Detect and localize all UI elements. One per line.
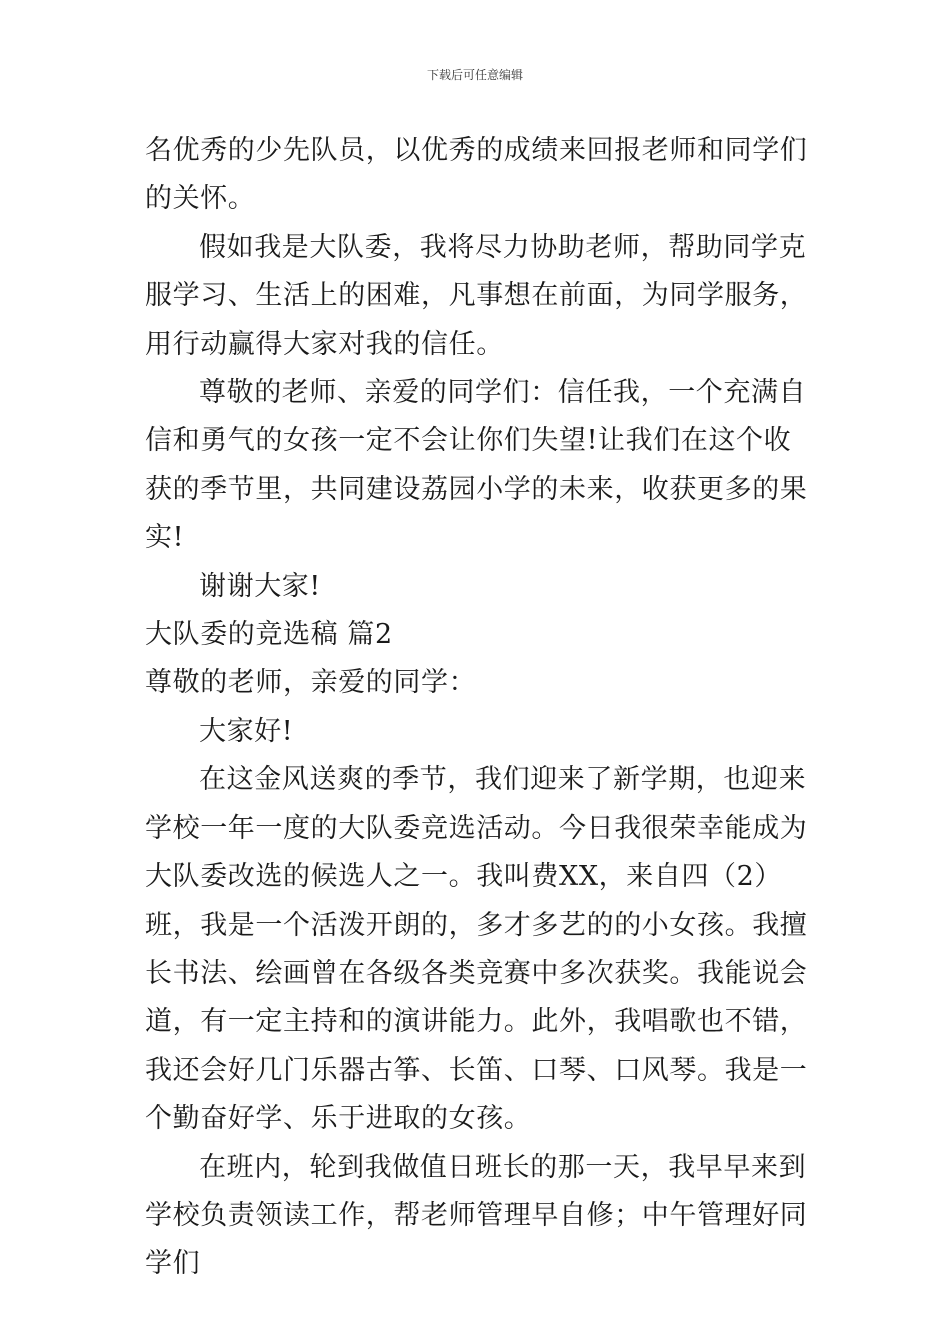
paragraph: 在班内，轮到我做值日班长的那一天，我早早来到学校负责领读工作，帮老师管理早自修；中午管理好同学们 xyxy=(145,1151,808,1280)
paragraph: 假如我是大队委，我将尽力协助老师，帮助同学克服学习、生活上的困难，凡事想在前面，为同学服务，用行动赢得大家对我的信任。 xyxy=(145,231,808,360)
paragraph: 谢谢大家! xyxy=(199,570,321,602)
salutation: 尊敬的老师，亲爱的同学： xyxy=(145,667,477,699)
paragraph: 在这金风送爽的季节，我们迎来了新学期，也迎来学校一年一度的大队委竞选活动。今日我很荣幸能成为大队委改选的候选人之一。我叫费XX，来自四（2）班，我是一个活泼开朗的，多才多艺的的小女孩。我擅长书法、绘画曾在各级各类竞赛中多次获奖。我能说会道，有一定主持和的演讲能力。此外，我唱歌也不错，我还会好几门乐器古筝、长笛、口琴、口风琴。我是一个勤奋好学、乐于进取的女孩。 xyxy=(145,764,808,1135)
section-heading: 大队委的竞选稿 篇2 xyxy=(145,619,393,651)
paragraph: 尊敬的老师、亲爱的同学们：信任我，一个充满自信和勇气的女孩一定不会让你们失望!让我们在这个收获的季节里，共同建设荔园小学的未来，收获更多的果实! xyxy=(145,377,808,554)
paragraph: 名优秀的少先队员，以优秀的成绩来回报老师和同学们的关怀。 xyxy=(145,135,808,215)
greeting: 大家好! xyxy=(199,715,294,747)
page-header-note: 下载后可任意编辑 xyxy=(426,68,523,82)
document-body xyxy=(145,127,810,1289)
